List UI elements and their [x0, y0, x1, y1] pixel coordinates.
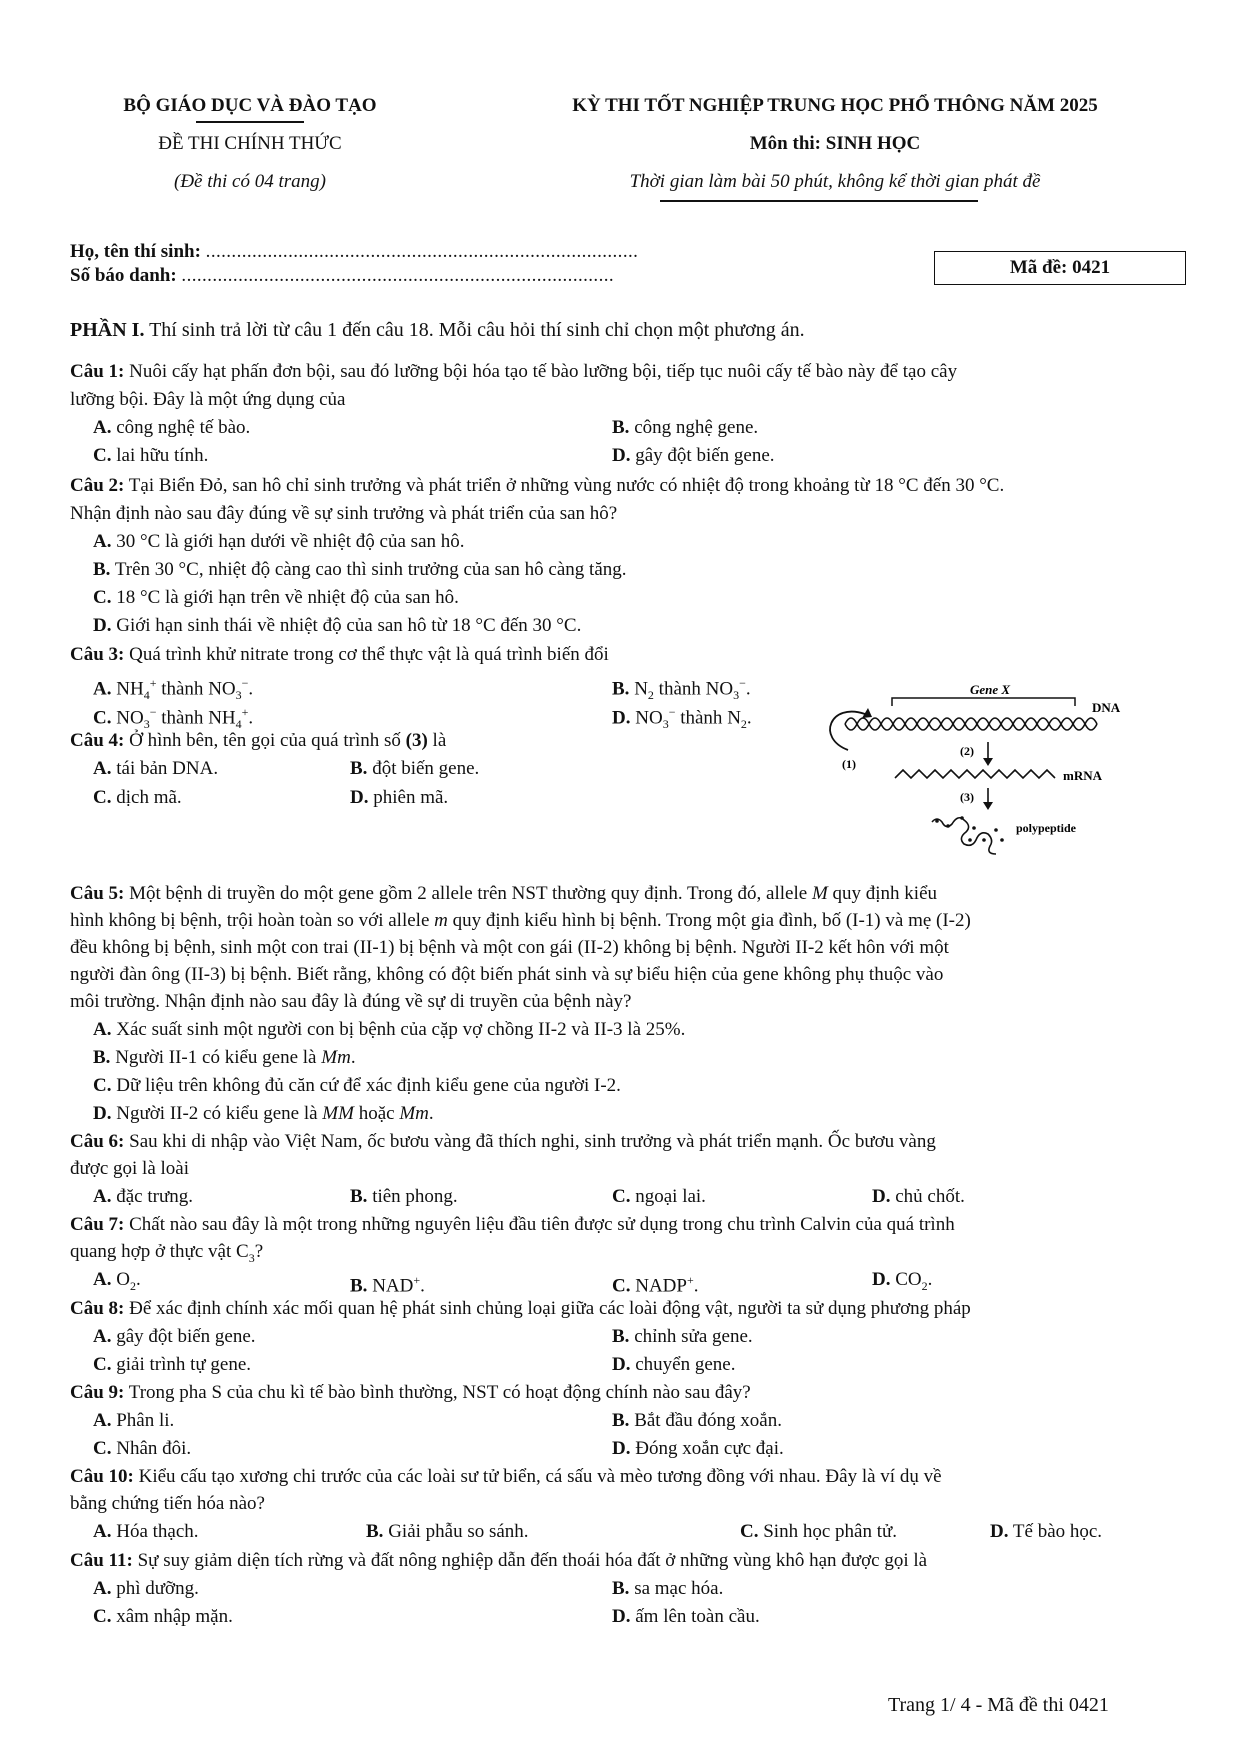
part1-instruction [70, 318, 805, 342]
q5-stem-line3: đều không bị bệnh, sinh một con trai (II-1) bị bệnh và một con gái (II-2) không bị bệnh. Người II-2 kết hôn với một [70, 937, 949, 958]
q10-option-a: A. Hóa thạch. [93, 1521, 199, 1542]
gene-bracket [892, 698, 1075, 706]
part1-text: Thí sinh trả lời từ câu 1 đến câu 18. Mỗi câu hỏi thí sinh chỉ chọn một phương án. [144, 319, 805, 341]
q3-option-b: B. $N_2$ thành $NO_3^-$. [612, 676, 751, 703]
q7-option-d: D. $CO_2$. [872, 1269, 933, 1293]
q1-text: Nuôi cấy hạt phấn đơn bội, sau đó lưỡng bội hóa tạo tế bào lưỡng bội, tiếp tục nuôi cấy tế bào này để tạo cây [124, 361, 958, 382]
mrna-strand [895, 770, 1055, 778]
q4-option-b: B. đột biến gene. [350, 758, 480, 779]
q1-stem-line2: lưỡng bội. Đây là một ứng dụng của [70, 389, 346, 410]
q6-option-b: B. tiên phong. [350, 1186, 458, 1207]
q3-option-c: C. $NO_3^-$ thành $NH_4^+$. [93, 705, 254, 732]
q5-option-b: B. Người II-1 có kiểu gene là Mm. [93, 1047, 356, 1068]
q3-option-a: A. $NH_4^+$ thành $NO_3^-$. [93, 676, 254, 703]
q10-stem-line2: bằng chứng tiến hóa nào? [70, 1493, 265, 1514]
q1-option-b: B. công nghệ gene. [612, 417, 759, 438]
q11-option-b: B. sa mạc hóa. [612, 1578, 724, 1599]
q2-option-b: B. Trên 30 °C, nhiệt độ càng cao thì sinh trưởng của san hô càng tăng. [93, 559, 627, 580]
polypeptide-label: polypeptide [1016, 821, 1077, 835]
q8-option-c: C. giải trình tự gene. [93, 1354, 252, 1375]
q9-option-d: D. Đóng xoắn cực đại. [612, 1438, 784, 1459]
ministry-name: BỘ GIÁO DỤC VÀ ĐÀO TẠO [123, 95, 377, 116]
q5-stem-line5: môi trường. Nhận định nào sau đây là đúng về sự di truyền của bệnh này? [70, 991, 632, 1012]
exam-title: KỲ THI TỐT NGHIỆP TRUNG HỌC PHỔ THÔNG NĂM 2025 [572, 95, 1098, 116]
step-1-label: (1) [842, 757, 856, 771]
q10-stem-line1: Câu 10: Kiểu cấu tạo xương chi trước của các loài sư tử biển, cá sấu và mèo tương đồng với nhau. Đây là ví dụ về [70, 1466, 942, 1487]
q3-stem: Câu 3: Quá trình khử nitrate trong cơ thể thực vật là quá trình biến đổi [70, 644, 609, 665]
q8-option-d: D. chuyển gene. [612, 1354, 736, 1375]
q1-option-d: D. gây đột biến gene. [612, 445, 775, 466]
official-exam-label: ĐỀ THI CHÍNH THỨC [158, 133, 342, 154]
page-footer: Trang 1/ 4 - Mã đề thi 0421 [888, 1694, 1109, 1716]
q1-option-c: C. lai hữu tính. [93, 445, 209, 466]
gene-expression-diagram [820, 680, 1150, 855]
q7-stem-line2: quang hợp ở thực vật $C_3$? [70, 1241, 264, 1265]
q6-option-d: D. chủ chốt. [872, 1186, 965, 1207]
q11-option-a: A. phì dưỡng. [93, 1578, 199, 1599]
candidate-name-label: Họ, tên thí sinh: [70, 241, 201, 262]
candidate-id-label: Số báo danh: [70, 265, 177, 286]
q2-stem-line1: Câu 2: Tại Biển Đỏ, san hô chỉ sinh trưởng và phát triển ở những vùng nước có nhiệt độ trong khoảng từ 18 °C đến 30 °C. [70, 475, 1005, 496]
q1-label: Câu 1: [70, 361, 125, 382]
q11-stem: Câu 11: Sự suy giảm diện tích rừng và đất nông nghiệp dẫn đến thoái hóa đất ở những vùng khô hạn được gọi là [70, 1550, 928, 1571]
q11-option-c: C. xâm nhập mặn. [93, 1606, 233, 1627]
q2-option-a: A. 30 °C là giới hạn dưới về nhiệt độ của san hô. [93, 531, 465, 552]
time-note-underline [660, 200, 978, 202]
q5-option-c: C. Dữ liệu trên không đủ căn cứ để xác định kiểu gene của người I-2. [93, 1075, 621, 1096]
q10-option-d: D. Tế bào học. [990, 1521, 1103, 1542]
translation-arrowhead [983, 802, 993, 810]
q4-option-d: D. phiên mã. [350, 787, 449, 808]
polypeptide-chain [932, 818, 996, 854]
candidate-name-row [70, 240, 638, 264]
q1-option-a: A. công nghệ tế bào. [93, 417, 251, 438]
q5-option-a: A. Xác suất sinh một người con bị bệnh của cặp vợ chồng II-2 và II-3 là 25%. [93, 1019, 686, 1040]
q2-option-c: C. 18 °C là giới hạn trên về nhiệt độ của san hô. [93, 587, 459, 608]
dna-label: DNA [1092, 700, 1121, 715]
ministry-underline [196, 121, 304, 123]
q7-option-c: C. NADP+. [612, 1273, 699, 1297]
pages-note: (Đề thi có 04 trang) [174, 171, 326, 192]
q4-option-c: C. dịch mã. [93, 787, 182, 808]
q8-option-b: B. chỉnh sửa gene. [612, 1326, 753, 1347]
exam-time-note: Thời gian làm bài 50 phút, không kể thời gian phát đề [629, 171, 1041, 192]
q5-stem-line4: người đàn ông (II-3) bị bệnh. Biết rằng, không có đột biến phát sinh và sự biểu hiện của gene không phụ thuộc vào [70, 964, 944, 985]
candidate-name-dots: .................................................................................... [205, 241, 639, 262]
step-3-label: (3) [960, 790, 974, 804]
q10-option-b: B. Giải phẫu so sánh. [366, 1521, 529, 1542]
q1-stem-line1 [70, 360, 957, 384]
q9-option-a: A. Phân li. [93, 1410, 175, 1431]
candidate-id-row [70, 264, 614, 288]
q2-stem-line2: Nhận định nào sau đây đúng về sự sinh trưởng và phát triển của san hô? [70, 503, 618, 524]
gene-x-label: Gene X [970, 682, 1011, 697]
step-2-label: (2) [960, 744, 974, 758]
candidate-id-dots: .................................................................................... [181, 265, 615, 286]
q2-option-d: D. Giới hạn sinh thái về nhiệt độ của san hô từ 18 °C đến 30 °C. [93, 615, 582, 636]
q8-stem: Câu 8: Để xác định chính xác mối quan hệ phát sinh chủng loại giữa các loài động vật, người ta sử dụng phương pháp [70, 1298, 971, 1319]
q9-stem: Câu 9: Trong pha S của chu kì tế bào bình thường, NST có hoạt động chính nào sau đây? [70, 1382, 751, 1403]
q6-option-a: A. đặc trưng. [93, 1186, 194, 1207]
q4-stem: Câu 4: Ở hình bên, tên gọi của quá trình số (3) là [70, 730, 447, 751]
transcription-arrowhead [983, 758, 993, 766]
exam-code-box: Mã đề: 0421 [934, 251, 1186, 285]
exam-subject: Môn thi: SINH HỌC [749, 133, 921, 154]
q7-option-b: B. NAD+. [350, 1273, 425, 1297]
q6-stem-line2: được gọi là loài [70, 1158, 190, 1179]
q6-stem-line1: Câu 6: Sau khi di nhập vào Việt Nam, ốc bươu vàng đã thích nghi, sinh trưởng và phát triển mạnh. Ốc bươu vàng [70, 1131, 936, 1152]
q5-option-d: D. Người II-2 có kiểu gene là MM hoặc Mm. [93, 1103, 434, 1124]
q6-option-c: C. ngoại lai. [612, 1186, 706, 1207]
q11-option-d: D. ấm lên toàn cầu. [612, 1606, 760, 1627]
mrna-label: mRNA [1063, 768, 1102, 783]
q9-option-b: B. Bắt đầu đóng xoắn. [612, 1410, 782, 1431]
q7-option-a: A. $O_2$. [93, 1269, 141, 1293]
q3-option-d: D. $NO_3^-$ thành $N_2$. [612, 705, 752, 732]
q7-stem-line1: Câu 7: Chất nào sau đây là một trong những nguyên liệu đầu tiên được sử dụng trong chu trình Calvin của quá trình [70, 1214, 955, 1235]
q8-option-a: A. gây đột biến gene. [93, 1326, 256, 1347]
q4-option-a: A. tái bản DNA. [93, 758, 219, 779]
part1-label: PHẦN I. [70, 319, 145, 341]
q10-option-c: C. Sinh học phân tử. [740, 1521, 898, 1542]
q9-option-c: C. Nhân đôi. [93, 1438, 192, 1459]
q5-stem-line2: hình không bị bệnh, trội hoàn toàn so với allele m quy định kiểu hình bị bệnh. Trong một gia đình, bố (I-1) và mẹ (I-2) [70, 910, 971, 931]
replication-arrow [830, 712, 865, 750]
q5-stem-line1: Câu 5: Một bệnh di truyền do một gene gồm 2 allele trên NST thường quy định. Trong đó, allele M quy định kiểu [70, 883, 938, 904]
